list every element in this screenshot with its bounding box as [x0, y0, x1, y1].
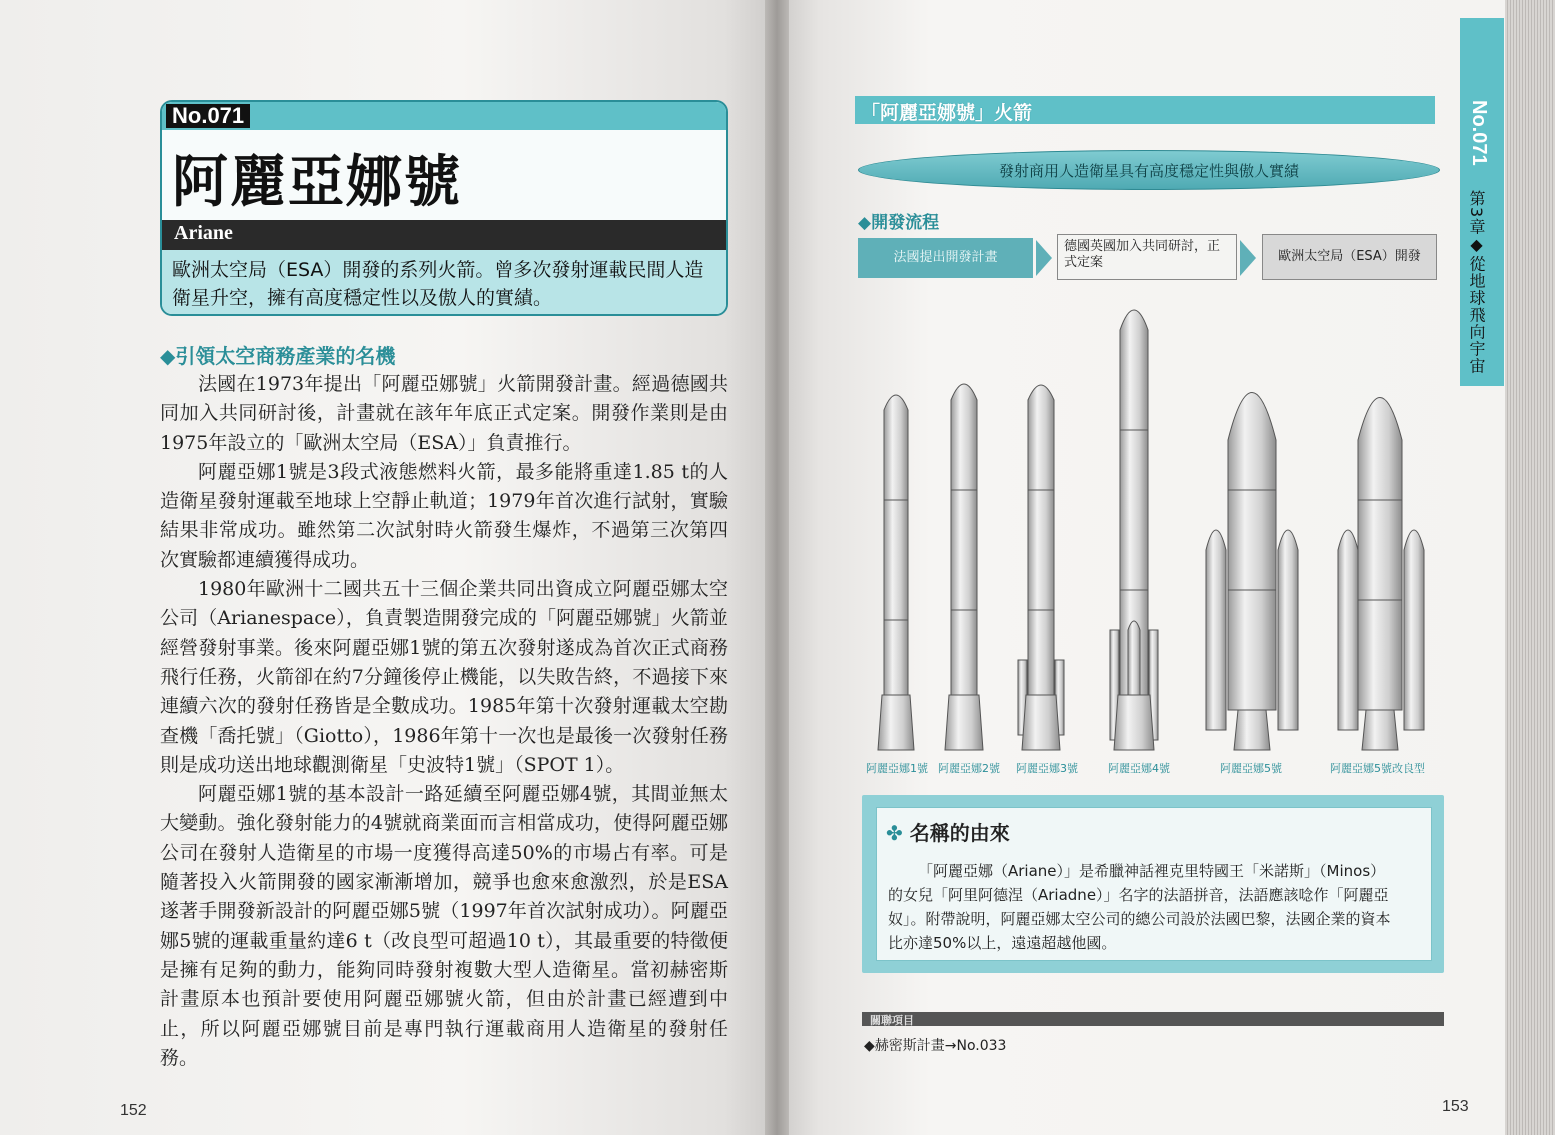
rocket-ariane-5-improved [1338, 398, 1424, 751]
diagram-title: 「阿麗亞娜號」火箭 [861, 102, 1033, 124]
diagram-title-bar [855, 96, 1435, 124]
rocket-label: 阿麗亞娜5號 [1220, 762, 1282, 775]
flow-arrow-icon [1036, 240, 1052, 276]
flow-step-3: 歐洲太空局（ESA）開發 [1262, 234, 1437, 280]
related-label: 關聯項目 [870, 1014, 914, 1027]
paragraph: 法國在1973年提出「阿麗亞娜號」火箭開發計畫。經過德國共同加入共同研討後，計畫就在該年年底正式定案。開發作業則是由1975年設立的「歐洲太空局（ESA）」負責推行。 [160, 373, 728, 454]
name-origin-text: 「阿麗亞娜（Ariane）」是希臘神話裡克里特國王「米諾斯」（Minos）的女兒「阿里阿德涅（Ariadne）」名字的法語拼音，法語應該唸作「阿麗亞奴」。附帶說明，阿麗亞娜太空公司的總公司設於法國巴黎，法國企業的資本比亦達50%以上，遠遠超越他國。 [888, 862, 1391, 952]
side-tab-chapter: 第3章◆從地球飛向宇宙 [1467, 190, 1486, 375]
name-origin-body [888, 859, 1398, 955]
paragraph: 1980年歐洲十二國共五十三個企業共同出資成立阿麗亞娜太空公司（Arianespace），負責製造開發完成的「阿麗亞娜號」火箭並經營發射事業。後來阿麗亞娜1號的第五次發射遂成為首次正式商務飛行任務，火箭卻在約7分鐘後停止機能，以失敗告終，不過接下來連續六次的發射任務皆是全數成功。1985年第十次發射運載太空勘查機「喬托號」（Giotto），1986年第十一次也是最後一次發射任務則是成功送出地球觀測衛星「史波特1號」（SPOT 1）。 [160, 578, 728, 776]
diamond-cluster-icon: ✤ [886, 821, 910, 845]
side-tab-number: No.071 [1468, 100, 1490, 166]
entry-summary [162, 250, 726, 314]
related-item: ◆赫密斯計畫→No.033 [864, 1038, 1007, 1054]
tagline-text: 發射商用人造衛星具有高度穩定性與傲人實績 [998, 162, 1299, 180]
flow-arrow-icon [1240, 240, 1256, 276]
page-edges [1505, 0, 1555, 1135]
right-page-number: 153 [1442, 1098, 1469, 1115]
flow-step-2: 德國英國加入共同研討，正式定案 [1057, 234, 1237, 280]
flow-heading: ◆開發流程 [858, 213, 940, 233]
summary-text: 歐洲太空局（ESA）開發的系列火箭。曾多次發射運載民間人造衛星升空，擁有高度穩定性以及傲人的實績。 [172, 259, 704, 309]
entry-number-badge: No.071 [166, 104, 250, 128]
paragraph: 阿麗亞娜1號的基本設計一路延續至阿麗亞娜4號，其間並無太大變動。強化發射能力的4號就商業面而言相當成功，使得阿麗亞娜公司在發射人造衛星的市場一度獲得高達50%的市場占有率。可是隨著投入火箭開發的國家漸漸增加，競爭也愈來愈激烈，於是ESA遂著手開發新設計的阿麗亞娜5號（1997年首次試射成功）。阿麗亞娜5號的運載重量約達6 t（改良型可超過10 t），其最重要的特徵便是擁有足夠的動力，能夠同時發射複數大型人造衛星。當初赫密斯計畫原本也預計要使用阿麗亞娜號火箭，但由於計畫已經遭到中止，所以阿麗亞娜號目前是專門執行運載商用人造衛星的發射任務。 [160, 783, 728, 1069]
rocket-ariane-2 [945, 384, 983, 750]
name-origin-title: 名稱的由來 [909, 821, 1010, 845]
related-bar [862, 1012, 1444, 1026]
rocket-ariane-5 [1206, 393, 1298, 751]
rocket-label: 阿麗亞娜4號 [1108, 762, 1170, 775]
rocket-label: 阿麗亞娜2號 [938, 762, 1000, 775]
name-origin-box [862, 795, 1444, 973]
paragraph: 阿麗亞娜1號是3段式液態燃料火箭，最多能將重達1.85 t的人造衛星發射運載至地球上空靜止軌道；1979年首次進行試射，實驗結果非常成功。雖然第二次試射時火箭發生爆炸，不過第三次第四次實驗都連續獲得成功。 [160, 460, 728, 571]
left-page-number: 152 [120, 1102, 147, 1119]
entry-title: 阿麗亞娜號 [172, 149, 462, 215]
rocket-ariane-4 [1110, 310, 1158, 750]
rocket-label: 阿麗亞娜5號改良型 [1330, 762, 1425, 775]
rocket-ariane-3 [1018, 385, 1064, 750]
english-title: Ariane [174, 222, 233, 244]
rocket-label: 阿麗亞娜1號 [866, 762, 928, 775]
section-heading: ◆引領太空商務產業的名機 [160, 344, 396, 368]
flow-step-1: 法國提出開發計畫 [858, 238, 1033, 278]
english-title-bar [162, 220, 726, 250]
entry-header [160, 100, 728, 316]
rocket-label: 阿麗亞娜3號 [1016, 762, 1078, 775]
book-gutter [765, 0, 789, 1135]
rocket-ariane-1 [878, 395, 914, 750]
tagline-oval [858, 150, 1440, 190]
body-text [160, 370, 728, 1073]
name-origin-heading [886, 817, 1010, 846]
rocket-illustrations [858, 290, 1444, 756]
